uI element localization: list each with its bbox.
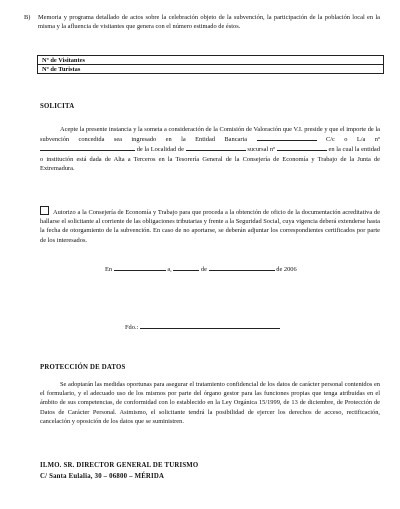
place-a-label: a,	[167, 266, 172, 273]
month-field[interactable]	[209, 264, 275, 271]
solicita-text-a: Acepte la presente instancia y la someta a consideración de la Comisión de Valoración que V.I. preside y que el importe de la subvención concedida sea ingresado en la Entidad Bancaria	[40, 126, 380, 144]
authorization-text: Autorizo a la Consejería de Economía y Trabajo para que proceda a la obtención de oficio de la documentación acreditativa de hallarse el solicitante al corriente de las obligaciones tributarias y frente a la Seguridad Social, cuya vigencia deberá extenderse hasta la fecha de otorgamiento de la subvención. En caso de no aportarse, se deberán adjuntar los correspondientes certificados por parte de los interesados.	[40, 209, 380, 244]
signature-label: Fdo.:	[125, 324, 139, 331]
place-en-label: En	[105, 266, 113, 273]
place-field[interactable]	[114, 264, 166, 271]
day-field[interactable]	[173, 264, 199, 271]
data-protection-heading: PROTECCIÓN DE DATOS	[40, 364, 126, 371]
solicita-heading: SOLICITA	[40, 103, 75, 110]
addressee-title: ILMO. SR. DIRECTOR GENERAL DE TURISMO	[40, 462, 199, 469]
table-row	[38, 56, 383, 64]
visitors-table	[37, 55, 384, 74]
signature-line	[125, 322, 280, 331]
tourists-row-label: Nº de Turistas	[42, 65, 81, 73]
data-protection-text: Se adoptarán las medidas oportunas para asegurar el tratamiento confidencial de los datos de carácter personal contenidos en el formulario, y el adecuado uso de los mismos por parte del órgano gestor para las funciones propias que tenga atribuidas en el ámbito de sus competencias, de conformidad con lo establecido en la Ley Orgánica 15/1999, de 13 de diciembre, de Protección de Datos de Carácter Personal. Asimismo, el solicitante tendrá la posibilidad de ejercer los derechos de acceso, rectificación, cancelación y oposición de los datos que se suministren.	[40, 381, 380, 425]
date-de-label: de	[200, 266, 208, 273]
signature-field[interactable]	[140, 322, 280, 329]
section-b-label: B)	[24, 14, 31, 21]
authorization-paragraph	[40, 206, 380, 245]
solicita-text-c2: en la cual la entidad o institución está dada de Alta a Terceros en la Tesorería General de la Consejería de Economía y Trabajo de la Junta de Extremadura.	[40, 146, 380, 172]
addressee-address: C/ Santa Eulalia, 30 – 06800 – MÉRIDA	[40, 473, 165, 480]
solicita-text-b2: de la Localidad de	[136, 146, 184, 154]
date-year-label: de 2006	[276, 266, 297, 273]
section-b-text: Memoria y programa detallado de actos sobre la celebración objeto de la subvención, la participación de la población local en la misma y la afluencia de visitantes que genera con el número estimado de éstos.	[38, 14, 380, 31]
branch-number-field[interactable]	[277, 144, 327, 151]
solicita-text-c1: sucursal nº	[247, 146, 276, 154]
solicita-paragraph	[40, 125, 380, 173]
visitors-row-label: Nº de Visitantes	[42, 56, 85, 64]
place-date-line	[105, 264, 297, 273]
table-row	[38, 64, 383, 73]
authorization-checkbox[interactable]	[40, 206, 49, 215]
bank-name-field[interactable]	[257, 134, 317, 141]
locality-field[interactable]	[186, 144, 246, 151]
account-number-field[interactable]	[40, 144, 135, 151]
solicita-text-b1: C/c o L/a nº	[325, 136, 380, 144]
